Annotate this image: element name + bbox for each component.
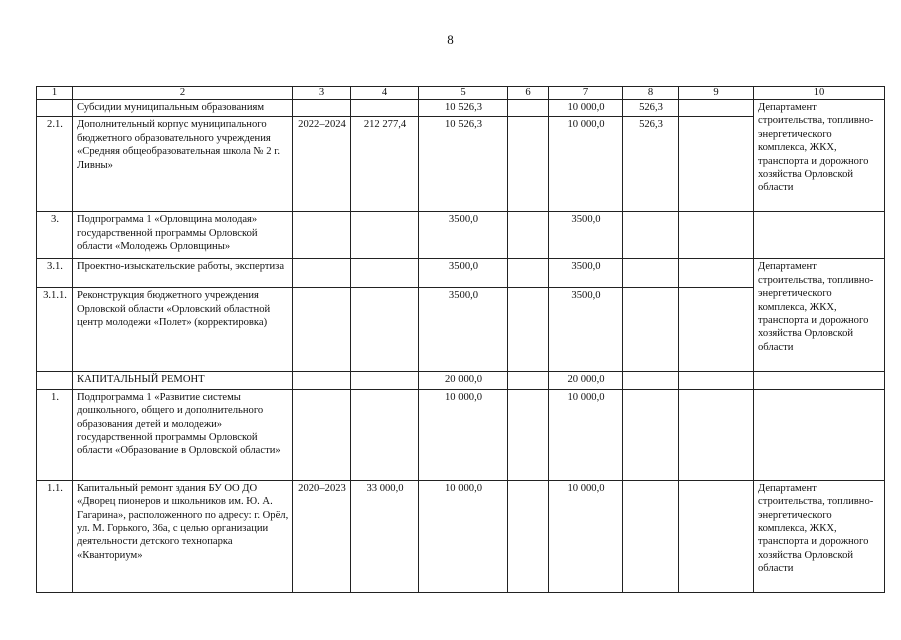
column-number: 8	[623, 87, 679, 100]
row-col6	[508, 389, 549, 480]
row-name: КАПИТАЛЬНЫЙ РЕМОНТ	[73, 372, 293, 389]
row-name: Подпрограмма 1 «Развитие системы дошкольного, общего и дополнительного образования детей и молодежи» государственной программы Орловской области «Образование в Орловской области»	[73, 389, 293, 480]
row-total: 33 000,0	[351, 480, 419, 592]
row-period	[293, 100, 351, 117]
row-col8	[623, 389, 679, 480]
table-row	[37, 480, 885, 592]
row-period: 2022–2024	[293, 117, 351, 212]
column-number: 2	[73, 87, 293, 100]
responsible-department: Департамент строительства, топливно-энергетического комплекса, ЖКХ, транспорта и дорожного хозяйства Орловской области	[754, 259, 885, 372]
budget-table	[36, 86, 885, 593]
row-col5: 10 526,3	[419, 117, 508, 212]
row-period	[293, 372, 351, 389]
row-total	[351, 389, 419, 480]
row-col9	[679, 100, 754, 117]
column-number: 7	[549, 87, 623, 100]
row-col8	[623, 259, 679, 288]
table-row	[37, 389, 885, 480]
row-name: Реконструкция бюджетного учреждения Орловской области «Орловский областной центр молодежи «Полет» (корректировка)	[73, 288, 293, 372]
row-col7: 10 000,0	[549, 480, 623, 592]
row-name: Дополнительный корпус муниципального бюджетного образовательного учреждения «Средняя общеобразовательная школа № 2 г. Ливны»	[73, 117, 293, 212]
responsible-department	[754, 389, 885, 480]
row-number: 3.1.	[37, 259, 73, 288]
row-col8	[623, 288, 679, 372]
column-number: 9	[679, 87, 754, 100]
row-total	[351, 372, 419, 389]
row-col7: 20 000,0	[549, 372, 623, 389]
row-number: 1.1.	[37, 480, 73, 592]
row-col9	[679, 212, 754, 259]
row-col6	[508, 288, 549, 372]
row-number: 2.1.	[37, 117, 73, 212]
responsible-department	[754, 372, 885, 389]
responsible-department: Департамент строительства, топливно-энергетического комплекса, ЖКХ, транспорта и дорожного хозяйства Орловской области	[754, 100, 885, 212]
row-period	[293, 212, 351, 259]
column-number: 6	[508, 87, 549, 100]
row-col8	[623, 212, 679, 259]
row-col6	[508, 117, 549, 212]
row-number	[37, 372, 73, 389]
table-row	[37, 100, 885, 117]
row-col5: 3500,0	[419, 288, 508, 372]
row-col7: 3500,0	[549, 212, 623, 259]
row-col5: 10 000,0	[419, 480, 508, 592]
row-col9	[679, 372, 754, 389]
row-period	[293, 389, 351, 480]
row-col8: 526,3	[623, 100, 679, 117]
row-col5: 3500,0	[419, 259, 508, 288]
table-row	[37, 259, 885, 288]
row-total	[351, 212, 419, 259]
row-name: Капитальный ремонт здания БУ ОО ДО «Дворец пионеров и школьников им. Ю. А. Гагарина», расположенного по адресу: г. Орёл, ул. М. Горького, 36а, с целью организации деятельности детского технопарка «Кванториум»	[73, 480, 293, 592]
row-period	[293, 288, 351, 372]
row-col9	[679, 389, 754, 480]
row-number: 3.1.1.	[37, 288, 73, 372]
row-total	[351, 288, 419, 372]
row-col6	[508, 372, 549, 389]
row-name: Проектно-изыскательские работы, экспертиза	[73, 259, 293, 288]
row-total: 212 277,4	[351, 117, 419, 212]
column-number-row	[37, 87, 885, 100]
table-row	[37, 212, 885, 259]
row-total	[351, 100, 419, 117]
row-col9	[679, 480, 754, 592]
row-number	[37, 100, 73, 117]
row-period	[293, 259, 351, 288]
row-col8: 526,3	[623, 117, 679, 212]
row-col6	[508, 480, 549, 592]
row-col7: 10 000,0	[549, 100, 623, 117]
page-number: 8	[447, 32, 454, 47]
row-number: 1.	[37, 389, 73, 480]
column-number: 5	[419, 87, 508, 100]
column-number: 10	[754, 87, 885, 100]
row-col6	[508, 259, 549, 288]
responsible-department: Департамент строительства, топливно-энергетического комплекса, ЖКХ, транспорта и дорожного хозяйства Орловской области	[754, 480, 885, 592]
row-col6	[508, 212, 549, 259]
row-col8	[623, 372, 679, 389]
row-col5: 20 000,0	[419, 372, 508, 389]
row-col6	[508, 100, 549, 117]
row-col9	[679, 117, 754, 212]
row-col7: 3500,0	[549, 288, 623, 372]
row-name: Подпрограмма 1 «Орловщина молодая» государственной программы Орловской области «Молодежь Орловщины»	[73, 212, 293, 259]
row-col9	[679, 259, 754, 288]
row-col9	[679, 288, 754, 372]
table-row	[37, 372, 885, 389]
row-col7: 10 000,0	[549, 389, 623, 480]
row-name: Субсидии муниципальным образованиям	[73, 100, 293, 117]
responsible-department	[754, 212, 885, 259]
row-total	[351, 259, 419, 288]
column-number: 1	[37, 87, 73, 100]
row-col7: 10 000,0	[549, 117, 623, 212]
row-col8	[623, 480, 679, 592]
row-col7: 3500,0	[549, 259, 623, 288]
column-number: 4	[351, 87, 419, 100]
row-col5: 10 000,0	[419, 389, 508, 480]
row-col5: 10 526,3	[419, 100, 508, 117]
column-number: 3	[293, 87, 351, 100]
row-period: 2020–2023	[293, 480, 351, 592]
row-col5: 3500,0	[419, 212, 508, 259]
row-number: 3.	[37, 212, 73, 259]
